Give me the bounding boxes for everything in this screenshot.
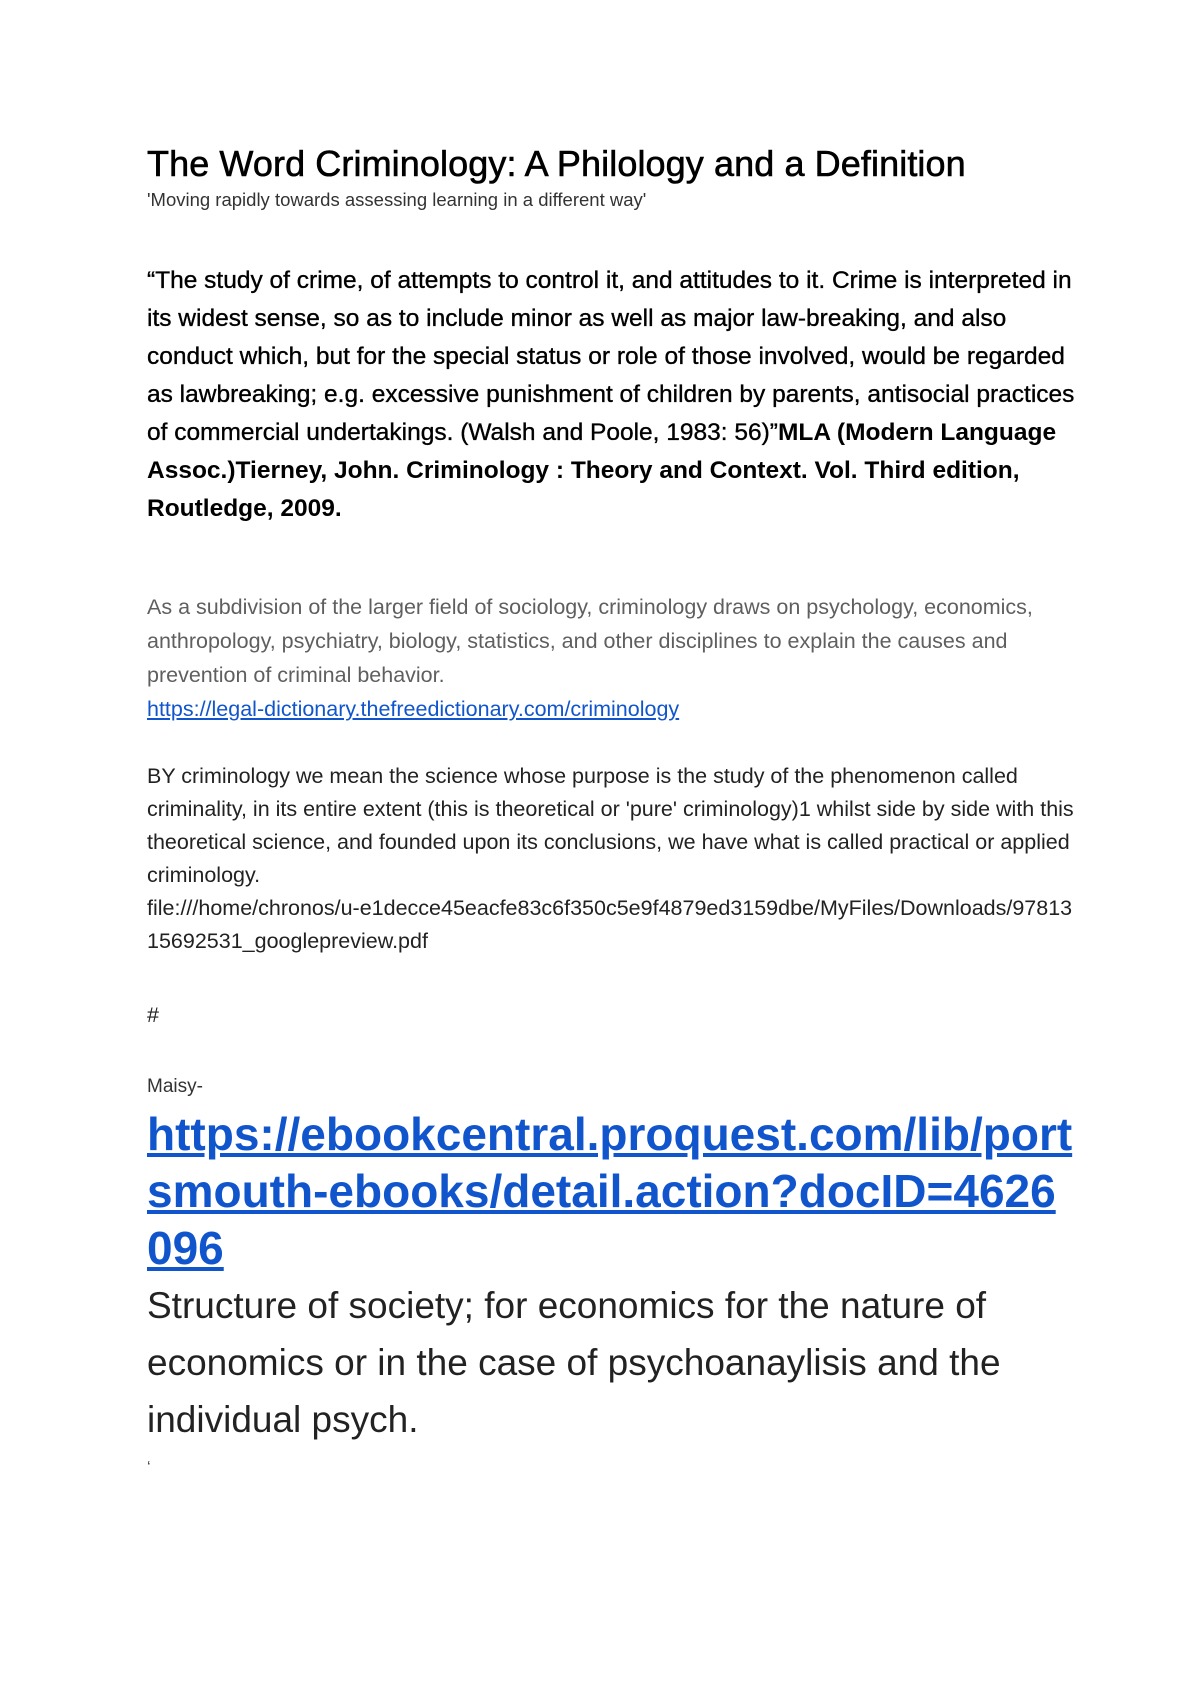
quote-citation: MLA (Modern Language Assoc.)Tierney, John. Criminology : Theory and Context. Vol. Third edition, Routledge, 2009.	[147, 419, 1057, 522]
subdivision-text: As a subdivision of the larger field of sociology, criminology draws on psychology, economics, anthropology, psychiatry, biology, statistics, and other disciplines to explain the causes and prevention of criminal behavior.	[147, 595, 1033, 687]
document-subtitle: 'Moving rapidly towards assessing learning in a different way'	[147, 189, 647, 210]
structure-of-society-text: Structure of society; for economics for the nature of economics or in the case of psychoanaylisis and the individual psych.	[147, 1285, 1001, 1440]
document-title: The Word Criminology: A Philology and a Definition	[147, 143, 966, 184]
definition-text: BY criminology we mean the science whose purpose is the study of the phenomenon called criminality, in its entire extent (this is theoretical or 'pure' criminology)1 whilst side by side with this theoretical science, and founded upon its conclusions, we have what is called practical or applied criminology.	[147, 764, 1074, 887]
definition-quote	[147, 262, 1077, 528]
document-body	[147, 142, 1077, 1478]
hash-mark: #	[147, 1003, 159, 1027]
legal-dictionary-link[interactable]: https://legal-dictionary.thefreedictionary.com/criminology	[147, 697, 680, 721]
criminology-definition-paragraph	[147, 760, 1077, 958]
trailing-mark: ‘	[147, 1459, 151, 1476]
subdivision-paragraph	[147, 590, 1077, 726]
file-path-text: file:///home/chronos/u-e1decce45eacfe83c6f350c5e9f4879ed3159dbe/MyFiles/Downloads/9781315692531_googlepreview.pdf	[147, 896, 1073, 953]
author-label: Maisy-	[147, 1076, 203, 1097]
proquest-ebook-link[interactable]: https://ebookcentral.proquest.com/lib/portsmouth-ebooks/detail.action?docID=4626096	[147, 1108, 1073, 1274]
quote-text: “The study of crime, of attempts to control it, and attitudes to it. Crime is interpreted in its widest sense, so as to include minor as well as major law-breaking, and also conduct which, but for the special status or role of those involved, would be regarded as lawbreaking; e.g. excessive punishment of children by parents, antisocial practices of commercial undertakings. (Walsh and Poole, 1983: 56)”	[147, 267, 1075, 446]
